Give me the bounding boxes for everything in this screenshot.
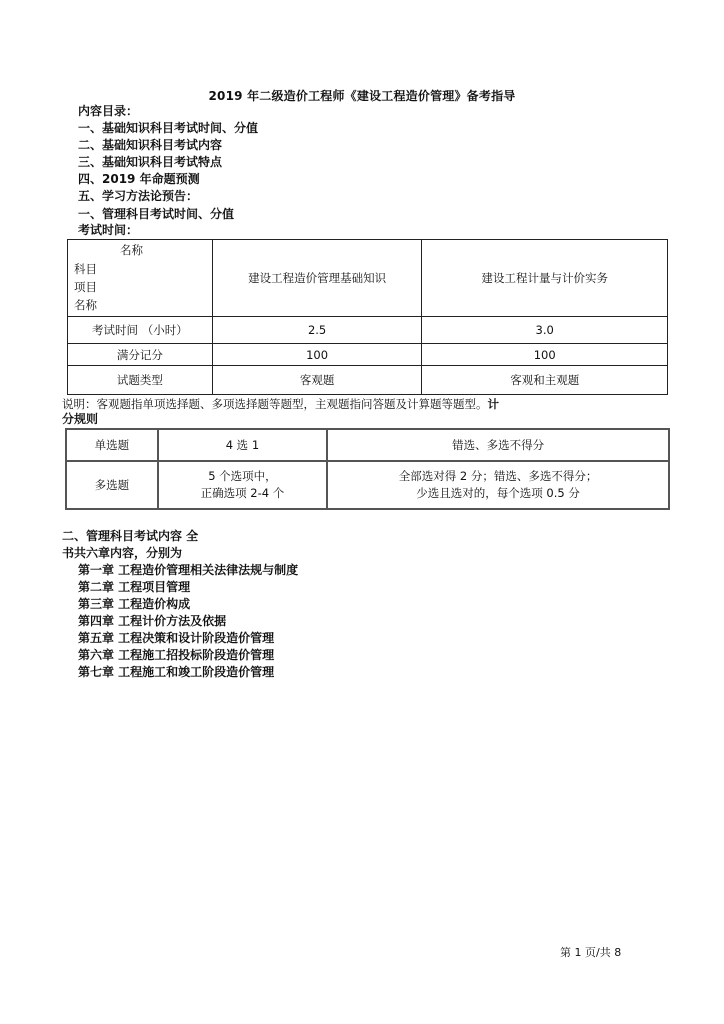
document-title: 2019 年二级造价工程师《建设工程造价管理》备考指导 <box>208 89 516 103</box>
question-type-cell: 单选题 <box>66 429 158 461</box>
toc-heading: 内容目录： <box>78 104 139 118</box>
row-label: 满分记分 <box>68 344 213 366</box>
exam-time-label: 考试时间： <box>78 223 139 237</box>
toc-item-5: 五、学习方法论预告： <box>78 189 199 203</box>
table-cell: 100 <box>422 344 668 366</box>
options-cell: 4 选 1 <box>158 429 327 461</box>
section2-intro: 书共六章内容，分别为 <box>62 546 183 560</box>
chapter-item: 第一章 工程造价管理相关法律法规与制度 <box>78 563 299 577</box>
table-row <box>68 317 668 344</box>
toc-item-4: 四、2019 年命题预测 <box>78 172 200 186</box>
table-row <box>66 429 669 461</box>
column-header-practice: 建设工程计量与计价实务 <box>422 240 668 317</box>
chapter-item: 第七章 工程施工和竣工阶段造价管理 <box>78 665 275 679</box>
table-row <box>68 344 668 366</box>
options-line: 5 个选项中， <box>208 469 277 483</box>
toc-item-1: 一、基础知识科目考试时间、分值 <box>78 121 259 135</box>
scoring-rules-table <box>65 428 670 510</box>
table-cell: 100 <box>212 344 422 366</box>
chapter-item: 第二章 工程项目管理 <box>78 580 191 594</box>
row-label: 试题类型 <box>68 366 213 395</box>
section1-heading: 一、管理科目考试时间、分值 <box>78 207 235 221</box>
toc-item-2: 二、基础知识科目考试内容 <box>78 138 223 152</box>
header-left-label: 项目 <box>74 280 97 294</box>
chapter-item: 第六章 工程施工招投标阶段造价管理 <box>78 648 275 662</box>
note-text <box>62 396 499 412</box>
exam-info-table <box>67 239 668 395</box>
chapter-item: 第五章 工程决策和设计阶段造价管理 <box>78 631 275 645</box>
table-cell: 3.0 <box>422 317 668 344</box>
toc-item-3: 三、基础知识科目考试特点 <box>78 155 223 169</box>
table-cell: 2.5 <box>212 317 422 344</box>
table-cell: 客观题 <box>212 366 422 395</box>
chapter-item: 第三章 工程造价构成 <box>78 597 191 611</box>
column-header-basic: 建设工程造价管理基础知识 <box>212 240 422 317</box>
table-header-row <box>68 240 668 317</box>
chapter-item: 第四章 工程计价方法及依据 <box>78 614 227 628</box>
section2-heading: 二、管理科目考试内容 全 <box>62 529 199 543</box>
header-left-label: 名称 <box>74 298 97 312</box>
rule-cell: 错选、多选不得分 <box>327 429 669 461</box>
rule-line: 全部选对得 2 分；错选、多选不得分； <box>398 469 598 483</box>
row-label: 考试时间 （小时） <box>68 317 213 344</box>
header-left-labels <box>74 260 97 314</box>
options-line: 正确选项 2-4 个 <box>200 486 285 500</box>
header-name-label: 名称 <box>120 243 143 257</box>
question-type-cell: 多选题 <box>66 461 158 509</box>
note-tail: 计 <box>487 397 499 411</box>
header-left-label: 科目 <box>74 262 97 276</box>
rule-cell <box>327 461 669 509</box>
scoring-heading: 分规则 <box>62 412 99 426</box>
table-row <box>68 366 668 395</box>
page-footer: 第 1 页/共 8 <box>560 946 622 959</box>
table-row <box>66 461 669 509</box>
table-cell: 客观和主观题 <box>422 366 668 395</box>
note-body: 说明：客观题指单项选择题、多项选择题等题型，主观题指问答题及计算题等题型。 <box>62 397 488 411</box>
options-cell <box>158 461 327 509</box>
diagonal-header-cell <box>68 240 213 317</box>
rule-line: 少选且选对的，每个选项 0.5 分 <box>416 486 580 500</box>
